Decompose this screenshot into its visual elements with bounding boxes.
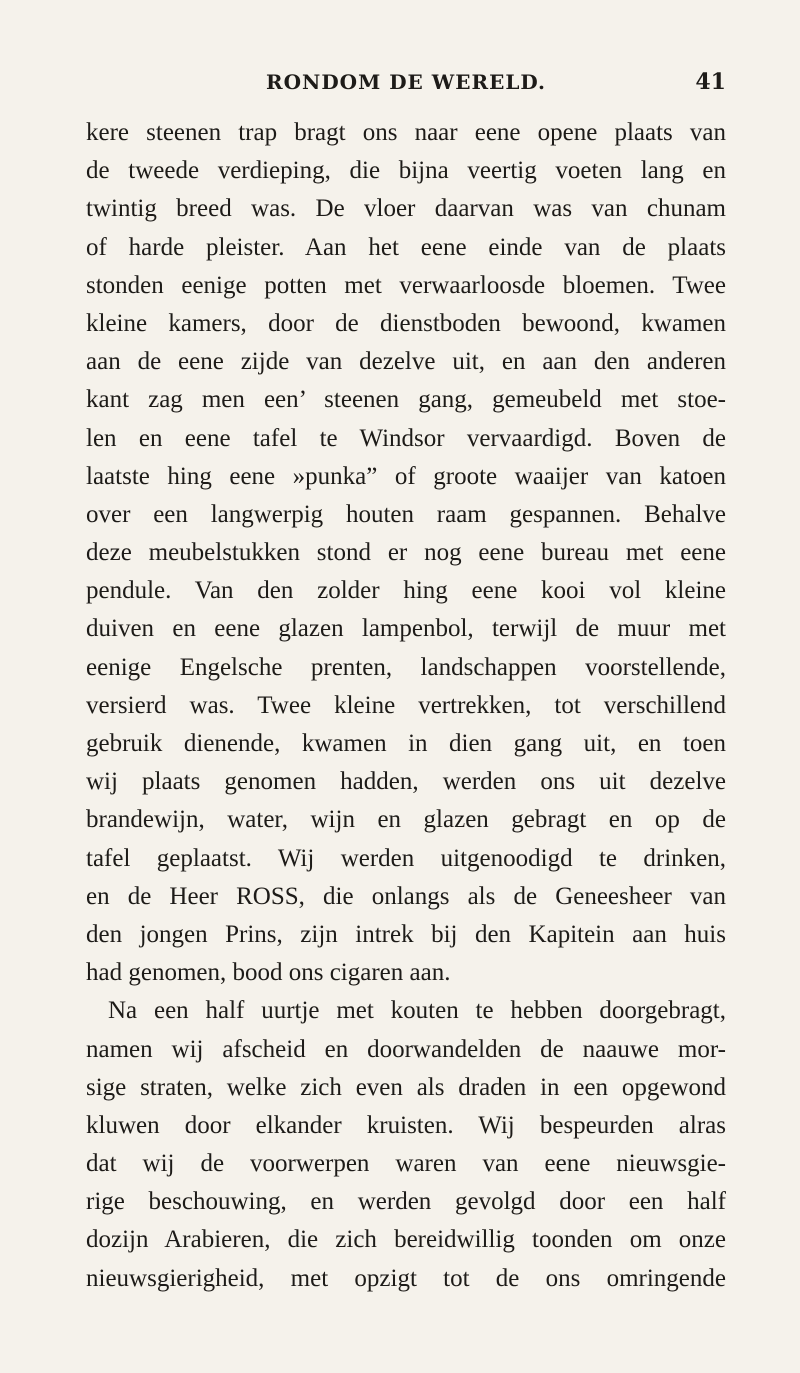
text-line: duiven en eene glazen lampenbol, terwijl de muur met bbox=[86, 615, 726, 643]
text-line: twintig breed was. De vloer daarvan was van chunam bbox=[86, 195, 726, 223]
running-head bbox=[86, 64, 726, 100]
text-line: eenige Engelsche prenten, landschappen voorstellende, bbox=[86, 653, 726, 681]
text-line: aan de eene zijde van dezelve uit, en aan den anderen bbox=[86, 348, 726, 376]
text-line: den jongen Prins, zijn intrek bij den Kapitein aan huis bbox=[86, 920, 726, 948]
text-line-paragraph-end: had genomen, bood ons cigaren aan. bbox=[86, 959, 451, 987]
page-number: 41 bbox=[695, 69, 726, 95]
body-text bbox=[86, 114, 726, 1298]
text-line: kleine kamers, door de dienstboden bewoond, kwamen bbox=[86, 309, 726, 337]
text-line: deze meubelstukken stond er nog eene bureau met eene bbox=[86, 539, 726, 567]
running-title: RONDOM DE WERELD. bbox=[266, 70, 546, 94]
text-line: dat wij de voorwerpen waren van eene nieuwsgie- bbox=[86, 1150, 726, 1178]
text-line: stonden eenige potten met verwaarloosde bloemen. Twee bbox=[86, 271, 726, 299]
text-line: of harde pleister. Aan het eene einde van de plaats bbox=[86, 233, 726, 261]
text-line: pendule. Van den zolder hing eene kooi vol kleine bbox=[86, 577, 726, 605]
text-line: gebruik dienende, kwamen in dien gang uit, en toen bbox=[86, 730, 726, 757]
text-line: nieuwsgierigheid, met opzigt tot de ons omringende bbox=[86, 1264, 726, 1292]
text-line: wij plaats genomen hadden, werden ons uit dezelve bbox=[86, 768, 726, 796]
text-line: en de Heer ROSS, die onlangs als de Geneesheer van bbox=[86, 882, 726, 910]
text-line: len en eene tafel te Windsor vervaardigd. Boven de bbox=[86, 424, 726, 452]
text-line: rige beschouwing, en werden gevolgd door een half bbox=[86, 1188, 726, 1216]
text-line: sige straten, welke zich even als draden in een opgewond bbox=[86, 1073, 726, 1101]
text-line: versierd was. Twee kleine vertrekken, tot verschillend bbox=[86, 691, 726, 719]
text-line: namen wij afscheid en doorwandelden de naauwe mor- bbox=[86, 1035, 726, 1063]
text-line: kluwen door elkander kruisten. Wij bespeurden alras bbox=[86, 1111, 726, 1139]
text-line: dozijn Arabieren, die zich bereidwillig toonden om onze bbox=[86, 1226, 726, 1254]
text-line-paragraph-start: Na een half uurtje met kouten te hebben doorgebragt, bbox=[108, 997, 726, 1025]
text-line: kere steenen trap bragt ons naar eene opene plaats van bbox=[86, 119, 726, 146]
text-line: over een langwerpig houten raam gespannen. Behalve bbox=[86, 500, 726, 528]
text-line: de tweede verdieping, die bijna veertig voeten lang en bbox=[86, 157, 726, 185]
text-line: brandewijn, water, wijn en glazen gebragt en op de bbox=[86, 806, 726, 834]
text-line: kant zag men een’ steenen gang, gemeubeld met stoe- bbox=[86, 386, 726, 414]
text-line: laatste hing eene »punka” of groote waaijer van katoen bbox=[86, 462, 726, 490]
text-line: tafel geplaatst. Wij werden uitgenoodigd te drinken, bbox=[86, 844, 726, 872]
